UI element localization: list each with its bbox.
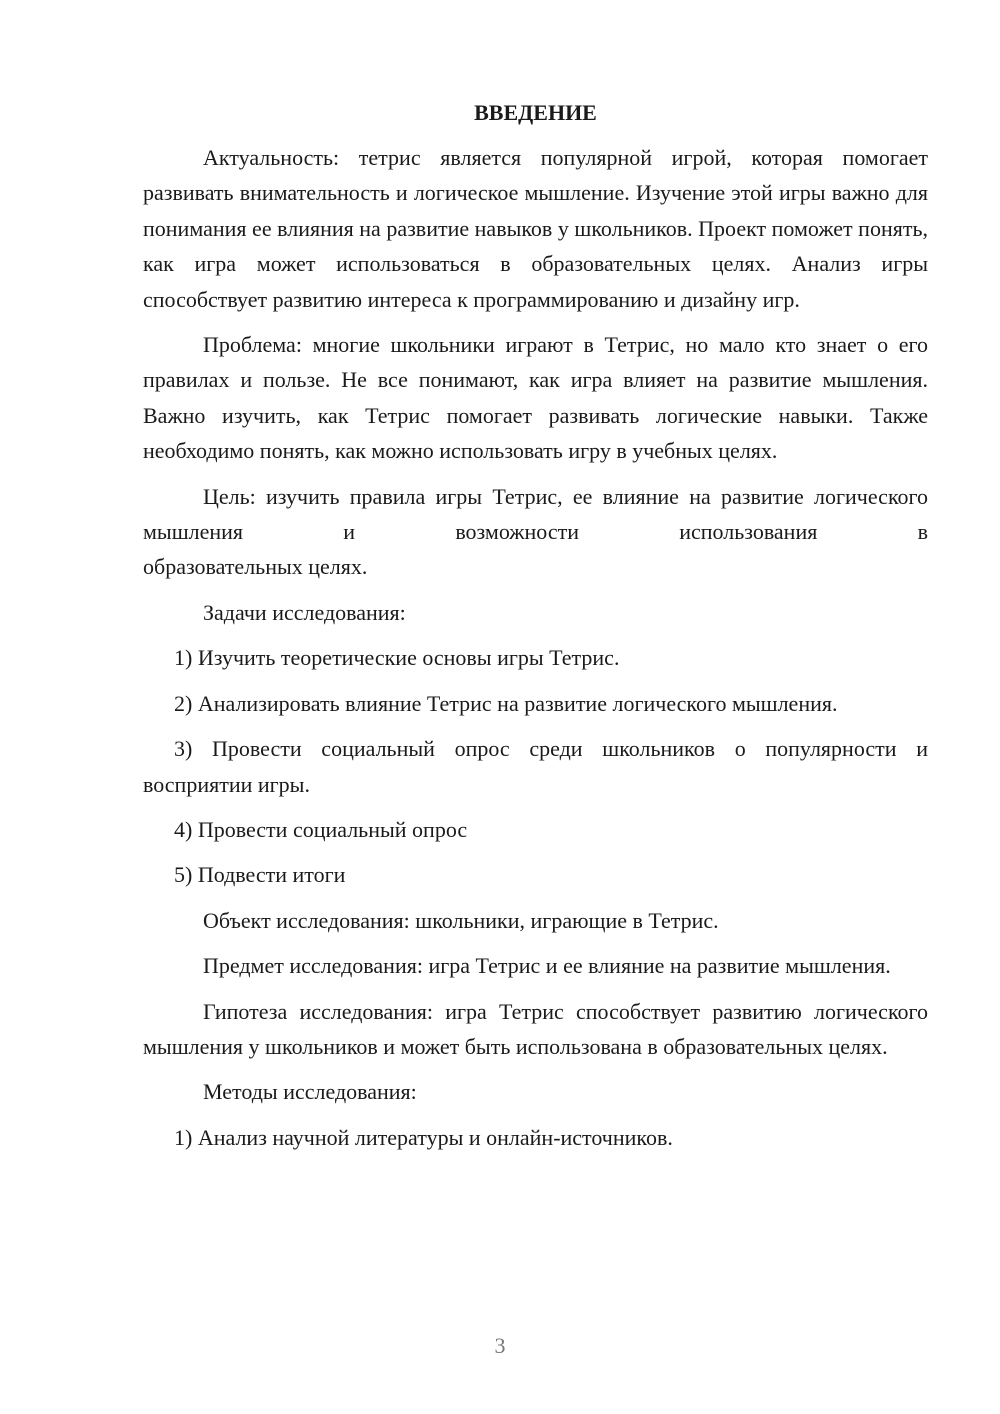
methods-heading: Методы исследования:	[203, 1079, 417, 1105]
task-item-4: 4) Провести социальный опрос	[174, 816, 468, 842]
goal-paragraph	[143, 479, 928, 585]
goal-line-2: образовательных целях.	[143, 554, 368, 580]
task-item-5: 5) Подвести итоги	[174, 862, 346, 888]
document-page	[143, 95, 928, 1165]
page-number: 3	[494, 1333, 506, 1358]
method-item-1: 1) Анализ научной литературы и онлайн-источников.	[174, 1124, 673, 1150]
task-item-2: 2) Анализировать влияние Тетрис на развитие логического мышления.	[174, 690, 838, 716]
problem-paragraph: Проблема: многие школьники играют в Тетрис, но мало кто знает о его правилах и пользе. Не все понимают, как игра влияет на развитие мышления. Важно изучить, как Тетрис помогает развивать логические навыки. Также необходимо понять, как можно использовать игру в учебных целях.	[143, 332, 928, 464]
object-paragraph: Объект исследования: школьники, играющие в Тетрис.	[203, 907, 719, 933]
relevance-paragraph: Актуальность: тетрис является популярной игрой, которая помогает развивать внимательность и логическое мышление. Изучение этой игры важно для понимания ее влияния на развитие навыков у школьников. Проект поможет понять, как игра может использоваться в образовательных целях. Анализ игры способствует развитию интереса к программированию и дизайну игр.	[143, 145, 928, 312]
task-item-3: 3) Провести социальный опрос среди школьников о популярности и восприятии игры.	[143, 736, 928, 797]
goal-line-1: Цель: изучить правила игры Тетрис, ее влияние на развитие логического мышления и возможности использования в	[143, 483, 928, 545]
task-item-1: 1) Изучить теоретические основы игры Тетрис.	[174, 645, 620, 671]
subject-paragraph: Предмет исследования: игра Тетрис и ее влияние на развитие мышления.	[203, 953, 891, 979]
section-title: ВВЕДЕНИЕ	[474, 100, 597, 125]
hypothesis-paragraph: Гипотеза исследования: игра Тетрис способствует развитию логического мышления у школьников и может быть использована в образовательных целях.	[143, 998, 928, 1059]
tasks-heading: Задачи исследования:	[203, 599, 406, 625]
